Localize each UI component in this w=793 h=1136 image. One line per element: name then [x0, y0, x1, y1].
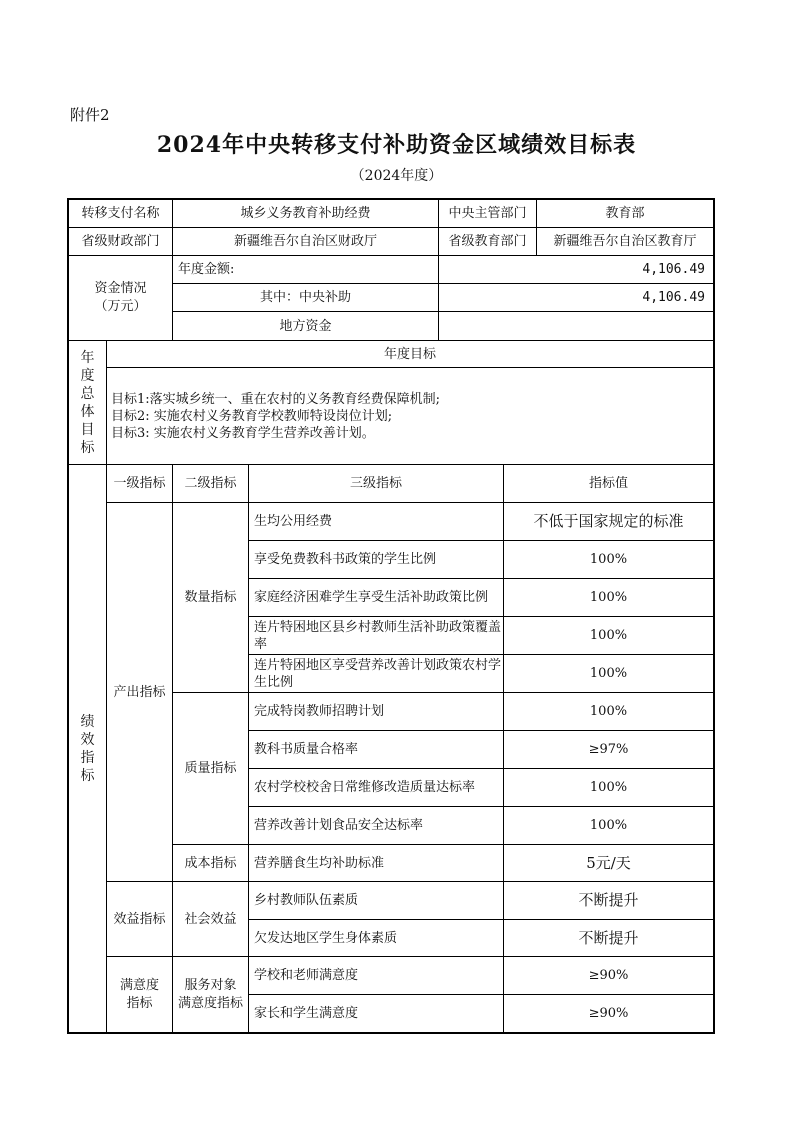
funds-label-line2: （万元）: [94, 299, 147, 314]
prov-finance-value: 新疆维吾尔自治区财政厅: [233, 234, 377, 249]
central-subsidy-value: 4,106.49: [642, 290, 705, 305]
indicator-value: 不断提升: [578, 891, 639, 909]
goals-side-label: [69, 341, 106, 464]
indicator-name: 农村学校校舍日常维修改造质量达标率: [254, 780, 476, 795]
indicators-side-label: [69, 465, 106, 1032]
quantity-indicator-label: 数量指标: [184, 590, 237, 605]
goals-side-char: 总: [80, 385, 95, 402]
indicator-name: 欠发达地区学生身体素质: [254, 930, 398, 946]
indicator-name: 乡村教师队伍素质: [254, 893, 359, 908]
indicators-side-char: 标: [80, 767, 95, 784]
funds-label: [69, 256, 172, 340]
indicators-side-char: 指: [80, 749, 95, 766]
output-indicator-label: 产出指标: [113, 684, 166, 700]
col-value-header: 指标值: [588, 476, 628, 491]
goals-text: [111, 391, 711, 442]
goals-side-char: 标: [80, 439, 95, 456]
indicator-name: 完成特岗教师招聘计划: [254, 704, 385, 719]
goals-side-char: 体: [80, 403, 95, 420]
col-level1-header: 一级指标: [113, 476, 166, 491]
funds-label-line1: 资金情况: [94, 281, 147, 296]
indicator-value: 100%: [589, 704, 628, 719]
satisfaction-label-line1: 满意度: [119, 977, 159, 993]
transfer-name-label: 转移支付名称: [81, 206, 160, 221]
central-dept-label: 中央主管部门: [448, 206, 527, 221]
indicator-name: 家庭经济困难学生享受生活补助政策比例: [254, 590, 489, 605]
indicator-name: 营养膳食生均补助标准: [254, 855, 385, 871]
col-level3-header: 三级指标: [349, 476, 402, 491]
benefit-indicator-label: 效益指标: [113, 911, 166, 927]
indicators-side-char: 绩: [80, 713, 95, 730]
col-level2-header: 二级指标: [184, 476, 237, 491]
local-funds-value: [439, 312, 713, 340]
social-benefit-label: 社会效益: [184, 911, 237, 927]
attachment-label: 附件2: [70, 106, 110, 124]
indicator-value: 不低于国家规定的标准: [533, 512, 684, 530]
indicator-name: 连片特困地区享受营养改善计划政策农村学生比例: [254, 657, 502, 690]
indicator-name: 营养改善计划食品安全达标率: [254, 818, 424, 833]
indicator-value: 不断提升: [578, 928, 639, 947]
prov-finance-label: 省级财政部门: [81, 234, 160, 249]
goals-side-char: 目: [80, 421, 95, 438]
indicator-name: 家长和学生满意度: [254, 1006, 359, 1021]
indicator-value: 100%: [589, 552, 628, 567]
service-satisfaction-label: [173, 957, 248, 1032]
prov-edu-value: 新疆维吾尔自治区教育厅: [553, 234, 697, 249]
satisfaction-label-line2: 指标: [126, 995, 153, 1011]
goals-header: 年度目标: [383, 346, 436, 362]
indicator-value: ≥90%: [588, 968, 629, 983]
service-label-line2: 满意度指标: [177, 995, 243, 1011]
goal-line: 目标3: 实施农村义务教育学生营养改善计划。: [111, 426, 375, 441]
indicator-value: ≥97%: [588, 742, 629, 757]
indicators-side-char: 效: [80, 731, 95, 748]
page-title: 2024年中央转移支付补助资金区域绩效目标表: [156, 132, 637, 158]
central-subsidy-label: 其中：中央补助: [259, 290, 351, 305]
indicator-name: 生均公用经费: [254, 514, 333, 529]
local-funds-label: 地方资金: [279, 318, 332, 334]
goals-side-char: 年: [80, 349, 95, 366]
goals-side-char: 度: [80, 367, 95, 384]
prov-edu-label: 省级教育部门: [448, 234, 527, 249]
indicator-value: 100%: [589, 628, 628, 643]
indicator-value: 100%: [589, 666, 628, 681]
annual-amount-label: 年度金额:: [178, 262, 235, 277]
indicator-value: ≥90%: [588, 1006, 629, 1021]
indicator-name: 教科书质量合格率: [254, 742, 359, 757]
indicator-value: 100%: [589, 818, 628, 833]
cost-indicator-label: 成本指标: [184, 855, 237, 871]
page-subtitle: （2024年度）: [350, 168, 443, 184]
central-dept-value: 教育部: [605, 206, 645, 221]
annual-amount-value: 4,106.49: [642, 262, 705, 277]
indicator-name: 学校和老师满意度: [254, 968, 359, 983]
indicator-value: 5元/天: [586, 853, 631, 872]
indicator-name: 连片特困地区县乡村教师生活补助政策覆盖率: [254, 619, 502, 652]
transfer-name-value: 城乡义务教育补助经费: [240, 206, 371, 221]
indicator-value: 100%: [589, 590, 628, 605]
satisfaction-indicator-label: [107, 957, 172, 1032]
indicator-value: 100%: [589, 780, 628, 795]
goal-line: 目标1:落实城乡统一、重在农村的义务教育经费保障机制;: [111, 392, 441, 407]
quality-indicator-label: 质量指标: [184, 761, 237, 776]
indicator-name: 享受免费教科书政策的学生比例: [254, 552, 437, 567]
goal-line: 目标2: 实施农村义务教育学校教师特设岗位计划;: [111, 409, 393, 424]
service-label-line1: 服务对象: [184, 977, 237, 993]
